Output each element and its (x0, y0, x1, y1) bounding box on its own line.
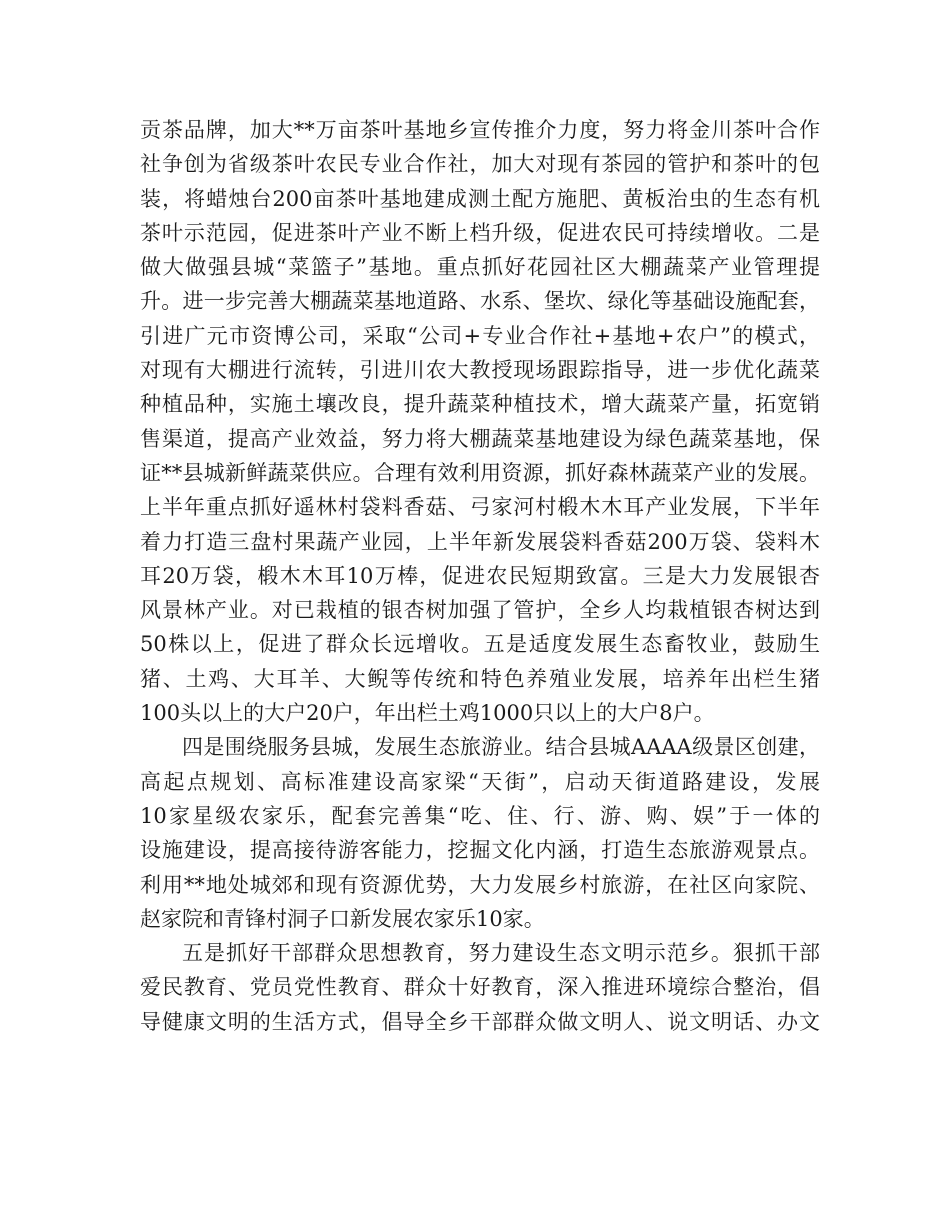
text-line: 五是抓好干部群众思想教育，努力建设生态文明示范乡。狠抓干部 (182, 941, 820, 966)
text-line: 导健康文明的生活方式，倡导全乡干部群众做文明人、说文明话、办文 (140, 1009, 820, 1034)
text-line: 种植品种，实施土壤改良，提升蔬菜种植技术，增大蔬菜产量，拓宽销 (140, 392, 820, 417)
text-line: 证**县城新鲜蔬菜供应。合理有效利用资源，抓好森林蔬菜产业的发展。 (140, 460, 820, 485)
text-line: 装，将蜡烛台200亩茶叶基地建成测土配方施肥、黄板治虫的生态有机 (140, 186, 820, 211)
text-line: 升。进一步完善大棚蔬菜基地道路、水系、堡坎、绿化等基础设施配套， (140, 289, 820, 314)
paragraph (140, 113, 820, 730)
paragraph (140, 730, 820, 936)
document-body (140, 113, 820, 1039)
text-line: 着力打造三盘村果蔬产业园，上半年新发展袋料香菇200万袋、袋料木 (140, 529, 820, 554)
text-line: 10家星级农家乐，配套完善集“吃、住、行、游、购、娱”于一体的 (140, 803, 820, 828)
text-line: 耳20万袋，椴木木耳10万棒，促进农民短期致富。三是大力发展银杏 (140, 563, 820, 588)
text-line: 社争创为省级茶叶农民专业合作社，加大对现有茶园的管护和茶叶的包 (140, 152, 820, 177)
text-line: 贡茶品牌，加大**万亩茶叶基地乡宣传推介力度，努力将金川茶叶合作 (140, 118, 820, 142)
text-line: 高起点规划、高标准建设高家梁“天街”，启动天街道路建设，发展 (140, 769, 820, 794)
text-line: 售渠道，提高产业效益，努力将大棚蔬菜基地建设为绿色蔬菜基地，保 (140, 426, 820, 451)
text-line: 利用**地处城郊和现有资源优势，大力发展乡村旅游，在社区向家院、 (140, 872, 820, 897)
text-line: 爱民教育、党员党性教育、群众十好教育，深入推进环境综合整治，倡 (140, 975, 820, 1000)
text-line: 对现有大棚进行流转，引进川农大教授现场跟踪指导，进一步优化蔬菜 (140, 358, 820, 383)
text-line: 100头以上的大户20户，年出栏土鸡1000只以上的大户8户。 (140, 701, 715, 726)
text-line: 四是围绕服务县城，发展生态旅游业。结合县城AAAA级景区创建， (182, 735, 820, 760)
text-line: 设施建设，提高接待游客能力，挖掘文化内涵，打造生态旅游观景点。 (140, 838, 820, 863)
text-line: 50株以上，促进了群众长远增收。五是适度发展生态畜牧业，鼓励生 (140, 632, 820, 657)
text-line: 风景林产业。对已栽植的银杏树加强了管护，全乡人均栽植银杏树达到 (140, 598, 820, 623)
text-line: 做大做强县城“菜篮子”基地。重点抓好花园社区大棚蔬菜产业管理提 (140, 255, 820, 280)
text-line: 猪、土鸡、大耳羊、大鲵等传统和特色养殖业发展，培养年出栏生猪 (140, 666, 820, 691)
text-line: 赵家院和青锋村洞子口新发展农家乐10家。 (140, 906, 545, 931)
text-line: 引进广元市资博公司，采取“公司+专业合作社+基地+农户”的模式， (140, 323, 820, 348)
paragraph (140, 936, 820, 1039)
text-line: 上半年重点抓好遥林村袋料香菇、弓家河村椴木木耳产业发展，下半年 (140, 495, 820, 520)
text-line: 茶叶示范园，促进茶叶产业不断上档升级，促进农民可持续增收。二是 (140, 220, 820, 245)
